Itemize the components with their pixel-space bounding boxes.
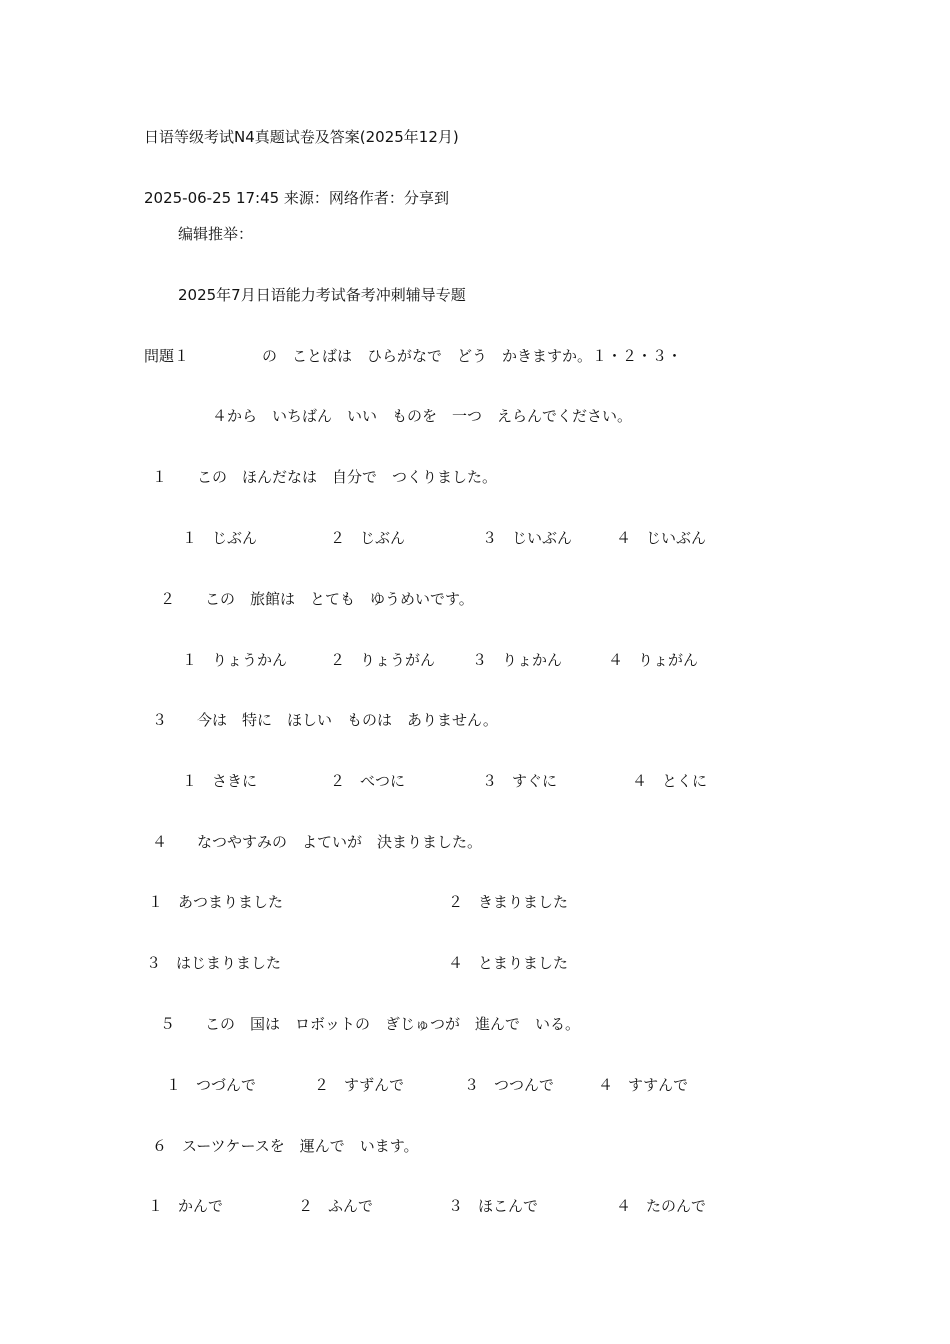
question-6-stem: ６ スーツケースを 運んで います。 [152, 1137, 419, 1155]
question-5-stem: ５ この 国は ロボットの ぎじゅつが 進んで いる。 [160, 1015, 581, 1033]
question-5-option-4: ４ すすんで [598, 1076, 689, 1094]
question-2-option-1: １ りょうかん [182, 651, 288, 669]
question-2-stem: ２ この 旅館は とても ゆうめいです。 [160, 590, 474, 608]
question-4-option-1: １ あつまりました [148, 893, 284, 911]
question-4-stem: ４ なつやすみの よていが 決まりました。 [152, 833, 483, 851]
editor-recommend: 编辑推举： [178, 225, 254, 243]
question-4-option-2: ２ きまりました [448, 893, 569, 911]
question-1-option-3: ３ じいぶん [482, 529, 573, 547]
question-6-option-4: ４ たのんで [616, 1197, 707, 1215]
question-2-option-3: ３ りょかん [472, 651, 563, 669]
question-1-option-2: ２ じぶん [330, 529, 406, 547]
question-3-option-4: ４ とくに [632, 772, 708, 790]
question-6-option-1: １ かんで [148, 1197, 224, 1215]
question-1-option-4: ４ じいぶん [616, 529, 707, 547]
question-3-option-3: ３ すぐに [482, 772, 558, 790]
question-3-option-2: ２ べつに [330, 772, 406, 790]
document-meta: 2025-06-25 17:45 来源：网络作者：分享到 [144, 189, 449, 207]
question-5-option-2: ２ すずんで [314, 1076, 405, 1094]
question-3-stem: ３ 今は 特に ほしい ものは ありません。 [152, 711, 498, 729]
section-instruction-2: ４から いちばん いい ものを 一つ えらんでください。 [212, 407, 633, 425]
topic-link: 2025年7月日语能力考试备考冲刺辅导专题 [178, 286, 466, 304]
question-4-option-4: ４ とまりました [448, 954, 569, 972]
document-title: 日语等级考试N4真题试卷及答案(2025年12月) [144, 128, 459, 146]
question-2-option-4: ４ りょがん [608, 651, 699, 669]
question-1-option-1: １ じぶん [182, 529, 258, 547]
question-2-option-2: ２ りょうがん [330, 651, 436, 669]
question-3-option-1: １ さきに [182, 772, 258, 790]
question-6-option-2: ２ ふんで [298, 1197, 374, 1215]
question-1-stem: １ この ほんだなは 自分で つくりました。 [152, 468, 498, 486]
question-6-option-3: ３ ほこんで [448, 1197, 539, 1215]
question-5-option-3: ３ つつんで [464, 1076, 555, 1094]
question-4-option-3: ３ はじまりました [146, 954, 282, 972]
question-5-option-1: １ つづんで [166, 1076, 257, 1094]
section-instruction-1: の ことばは ひらがなで どう かきますか。１・２・３・ [262, 347, 683, 365]
section-label: 問題１ [144, 347, 190, 365]
